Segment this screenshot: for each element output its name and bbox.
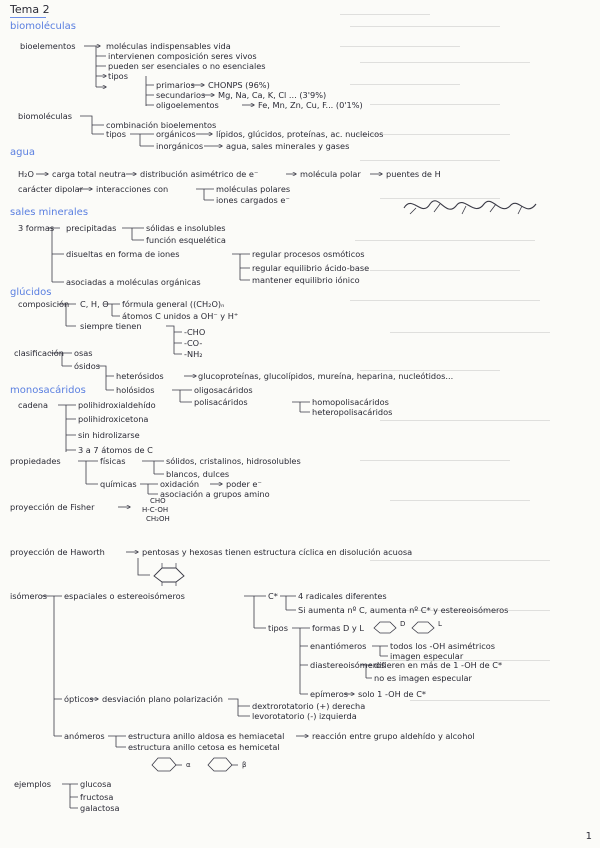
heterosidos-text: heterósidos <box>116 371 164 381</box>
homopolisacaridos-text: homopolisacáridos <box>312 397 389 407</box>
cho-group: -CHO <box>184 327 206 337</box>
poder-text: poder e⁻ <box>226 479 262 489</box>
puentes-text: puentes de H <box>386 169 441 179</box>
bioelementos-item: intervienen composición seres vivos <box>108 51 257 61</box>
asociadas-text: asociadas a moléculas orgánicas <box>66 277 201 287</box>
formula-text: fórmula general ((CH₂O)ₙ <box>122 299 225 309</box>
polares-text: moléculas polares <box>216 184 291 194</box>
biomoleculas-label: biomoléculas <box>18 111 73 121</box>
imagen-especular-text: imagen especular <box>390 651 464 661</box>
polihidroxicetona-text: polihidroxicetona <box>78 414 149 424</box>
agua-heading: agua <box>10 147 35 158</box>
secundarios-value: Mg, Na, Ca, K, Cl ... (3'9%) <box>218 90 327 100</box>
interacciones-text: interacciones con <box>96 184 169 194</box>
esqueletica-text: función esquelética <box>146 235 226 245</box>
h2o-label: H₂O <box>18 169 34 179</box>
opticos-text: ópticos <box>64 694 94 704</box>
propiedades-label: propiedades <box>10 456 61 466</box>
blancos-text: blancos, dulces <box>166 469 230 479</box>
water-molecules-sketch <box>400 188 550 228</box>
combinacion-text: combinación bioelementos <box>106 120 217 130</box>
ejemplo-item: galactosa <box>80 803 120 813</box>
formas-label: 3 formas <box>18 223 55 233</box>
co-group: -CO- <box>184 338 203 348</box>
haworth-value: pentosas y hexosas tienen estructura cíclica en disolución acuosa <box>142 547 413 557</box>
precipitadas-text: precipitadas <box>66 223 117 233</box>
l-label: L <box>438 620 442 628</box>
fisher-line: H-C-OH <box>142 506 169 514</box>
osas-text: osas <box>74 348 93 358</box>
ionico-text: mantener equilibrio iónico <box>252 275 360 285</box>
disueltas-text: disueltas en forma de iones <box>66 249 180 259</box>
dextro-text: dextrorotatorio (+) derecha <box>252 701 366 711</box>
solidas-text: sólidas e insolubles <box>146 223 226 233</box>
fisher-line: CHO <box>150 497 166 505</box>
iones-text: iones cargados e⁻ <box>216 195 290 205</box>
cho-text: C, H, O <box>80 299 109 309</box>
title-underline <box>10 17 46 18</box>
distribucion-text: distribución asimétrico de e⁻ <box>140 169 259 179</box>
levo-text: levorotatorio (-) izquierda <box>252 711 357 721</box>
bioelementos-item: moléculas indispensables vida <box>106 41 231 51</box>
clasificacion-label: clasificación <box>14 348 64 358</box>
reaccion-text: reacción entre grupo aldehído y alcohol <box>312 731 475 741</box>
hemiacetal-text: estructura anillo aldosa es hemiacetal <box>128 731 285 741</box>
organicos-value: lípidos, glúcidos, proteínas, ac. nucleicos <box>216 129 384 139</box>
epimeros-text: epímeros <box>310 689 348 699</box>
radicales-text: 4 radicales diferentes <box>298 591 387 601</box>
asociacion-text: asociación a grupos amino <box>160 489 270 499</box>
holosidos-text: holósidos <box>116 385 155 395</box>
caracter-label: carácter dipolar <box>18 184 83 194</box>
atomos-text: átomos C unidos a OH⁻ y H⁺ <box>122 311 239 321</box>
biomoleculas-tipos: tipos <box>106 129 126 139</box>
difieren-text: difieren en más de 1 -OH de C* <box>374 660 503 670</box>
formas-dl-text: formas D y L <box>312 623 364 633</box>
enantiomeros-text: enantiómeros <box>310 641 367 651</box>
no-imagen-text: no es imagen especular <box>374 673 472 683</box>
isomeros-tipos: tipos <box>268 623 288 633</box>
inorganicos-value: agua, sales minerales y gases <box>226 141 350 151</box>
bioelementos-item: pueden ser esenciales o no esenciales <box>108 61 266 71</box>
fisher-line: CH₂OH <box>146 515 170 523</box>
secundarios-label: secundarios <box>156 90 206 100</box>
siempre-text: siempre tienen <box>80 321 142 331</box>
osmoticos-text: regular procesos osmóticos <box>252 249 365 259</box>
hemicetal-text: estructura anillo cetosa es hemicetal <box>128 742 280 752</box>
cstar-text: C* <box>268 591 278 601</box>
desviacion-text: desviación plano polarización <box>102 694 223 704</box>
primarios-label: primarios <box>156 80 195 90</box>
aumenta-text: Si aumenta nº C, aumenta nº C* y estereoisómeros <box>298 605 509 615</box>
sales-heading: sales minerales <box>10 207 89 218</box>
quimicas-text: químicas <box>100 479 137 489</box>
ejemplo-item: fructosa <box>80 792 114 802</box>
composicion-label: composición <box>18 299 70 309</box>
cadena-label: cadena <box>18 400 48 410</box>
anomeros-text: anómeros <box>64 731 105 741</box>
bioelementos-label: bioelementos <box>20 41 76 51</box>
fisher-label: proyección de Fisher <box>10 502 95 512</box>
oligosacaridos-text: oligosacáridos <box>194 385 253 395</box>
organicos-label: orgánicos <box>156 129 196 139</box>
fisicas-value: sólidos, cristalinos, hidrosolubles <box>166 456 301 466</box>
alpha-label: α <box>186 761 191 769</box>
inorganicos-label: inorgánicos <box>156 141 204 151</box>
polihidroxialdehido-text: polihidroxialdehído <box>78 400 156 410</box>
nh2-group: -NH₂ <box>184 349 203 359</box>
oligo-value: Fe, Mn, Zn, Cu, F... (0'1%) <box>258 100 363 110</box>
solo-oh-text: solo 1 -OH de C* <box>358 689 427 699</box>
diastereoisomeros-text: diastereoisómeros <box>310 660 386 670</box>
page-title: Tema 2 <box>10 3 50 16</box>
primarios-value: CHONPS (96%) <box>208 80 270 90</box>
isomeros-label: isómeros <box>10 591 48 601</box>
polisacaridos-text: polisacáridos <box>194 397 248 407</box>
fisicas-text: físicas <box>100 456 126 466</box>
oligo-label: oligoelementos <box>156 100 219 110</box>
polar-text: molécula polar <box>300 169 361 179</box>
haworth-label: proyección de Haworth <box>10 547 105 557</box>
ejemplo-item: glucosa <box>80 779 112 789</box>
beta-label: β <box>242 761 247 769</box>
acido-text: regular equilibrio ácido-base <box>252 263 370 273</box>
atomos-c-text: 3 a 7 átomos de C <box>78 445 153 455</box>
ejemplos-label: ejemplos <box>14 779 52 789</box>
sin-hidrolizarse-text: sin hidrolizarse <box>78 430 140 440</box>
bioelementos-tipos: tipos <box>108 71 128 81</box>
osidos-text: ósidos <box>74 361 101 371</box>
biomoleculas-heading: biomoléculas <box>10 21 76 32</box>
haworth-ring-sketch <box>150 562 190 586</box>
dl-rings-sketch <box>372 614 442 638</box>
d-label: D <box>400 620 406 628</box>
heterosidos-value: glucoproteínas, glucolípidos, mureína, heparina, nucleótidos... <box>198 371 454 381</box>
monosacaridos-heading: monosacáridos <box>10 385 86 396</box>
espaciales-text: espaciales o estereoisómeros <box>64 591 185 601</box>
carga-text: carga total neutra <box>52 169 126 179</box>
glucidos-heading: glúcidos <box>10 287 52 298</box>
oxidacion-text: oxidación <box>160 479 200 489</box>
heteropolisacaridos-text: heteropolisacáridos <box>312 407 393 417</box>
page-number: 1 <box>585 831 592 842</box>
todos-oh-text: todos los -OH asimétricos <box>390 641 496 651</box>
